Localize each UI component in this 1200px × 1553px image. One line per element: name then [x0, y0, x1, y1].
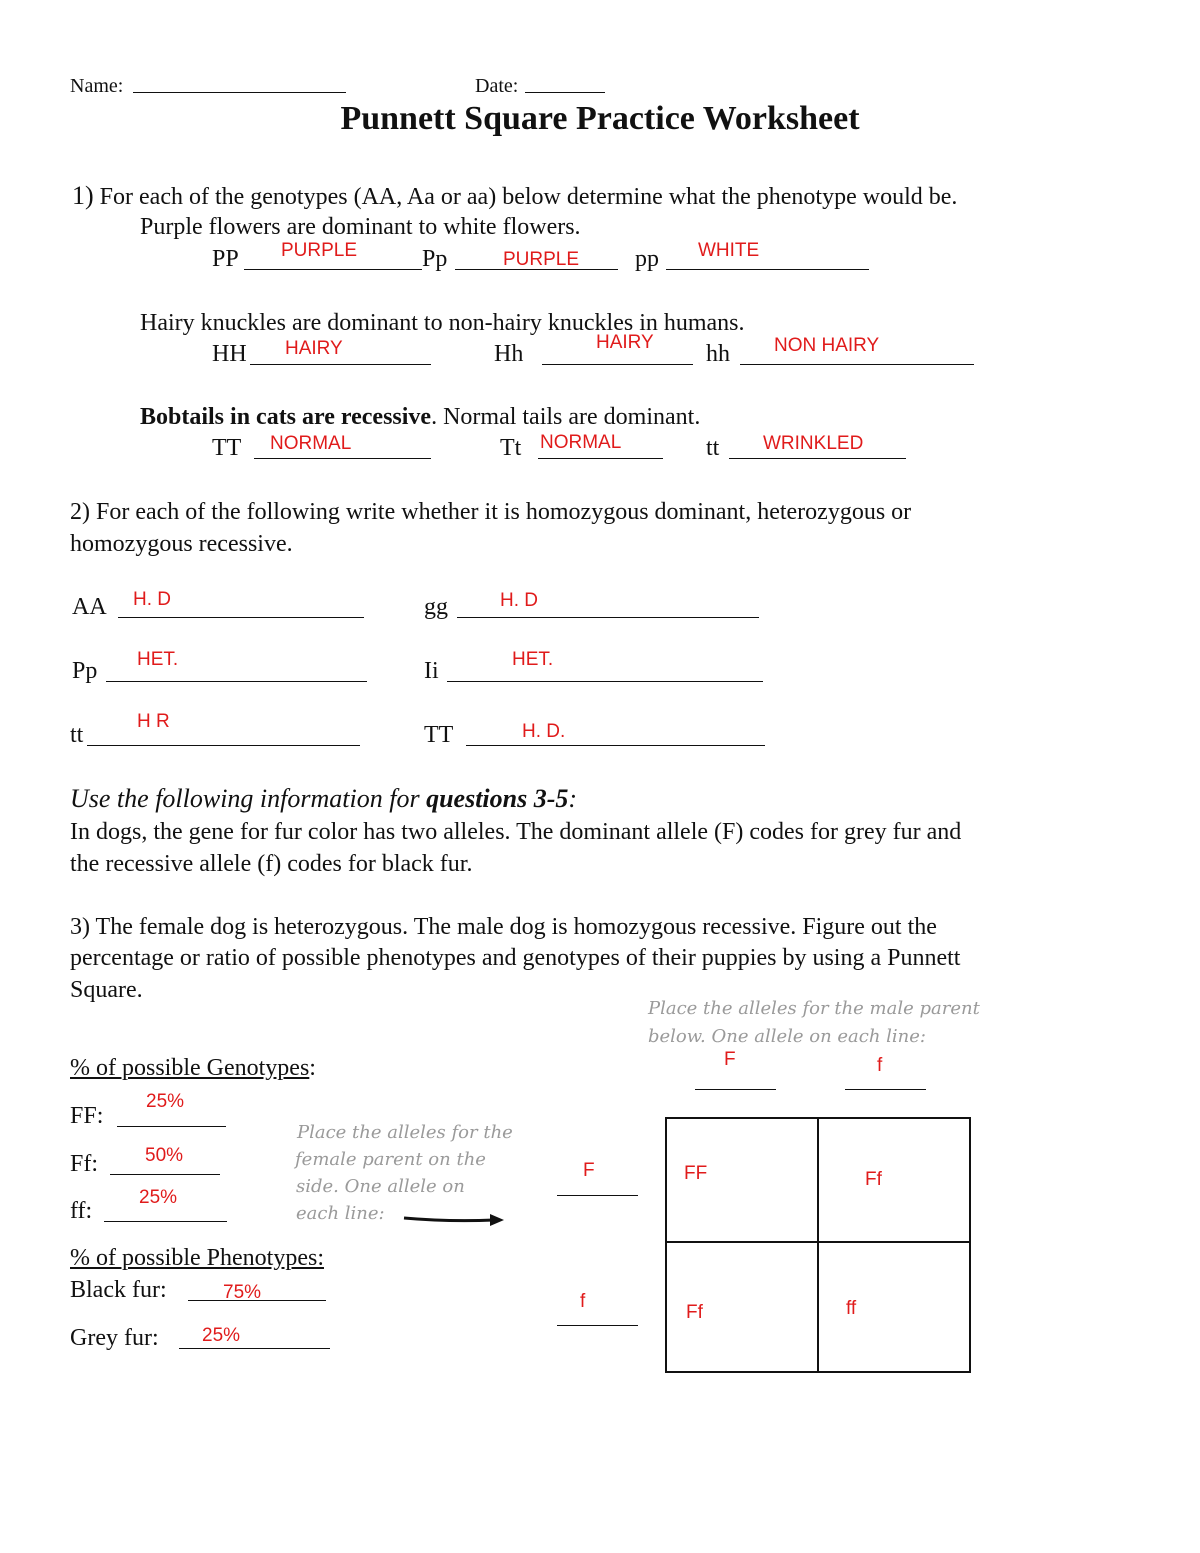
q2-gg-answer-line[interactable] — [457, 617, 759, 618]
tt-mixed-answer-line[interactable] — [538, 458, 663, 459]
ff-upper-answer-line[interactable] — [117, 1126, 226, 1127]
page-title: Punnett Square Practice Worksheet — [340, 100, 860, 137]
q2-pp-label: Pp — [72, 658, 98, 684]
hh-upper-answer: HAIRY — [285, 338, 343, 359]
q1-prompt — [72, 183, 957, 209]
tt-lower-answer: WRINKLED — [763, 433, 864, 454]
genotypes-heading-text: % of possible Genotypes — [70, 1055, 310, 1081]
arrow-right-icon — [400, 1210, 506, 1230]
hh-mixed-answer-line[interactable] — [542, 364, 693, 365]
tt-mixed-answer: NORMAL — [540, 432, 622, 453]
tails-statement-bold: Bobtails in cats are recessive — [140, 404, 432, 430]
tt-lower-label: tt — [706, 435, 720, 461]
female-allele-2: f — [580, 1291, 586, 1312]
q1-number: 1) — [72, 181, 94, 210]
q2-tt-lower-label: tt — [70, 722, 84, 748]
hh-mixed-answer: HAIRY — [596, 332, 654, 353]
info-heading — [70, 786, 577, 812]
pp-upper-label: PP — [212, 246, 239, 272]
info-line1: In dogs, the gene for fur color has two alleles. The dominant allele (F) codes for grey fur and — [70, 819, 962, 845]
female-hint-line2: female parent on the — [295, 1149, 486, 1170]
hh-lower-answer: NON HAIRY — [774, 335, 880, 356]
tt-upper-answer: NORMAL — [270, 433, 352, 454]
info-line2: the recessive allele (f) codes for black fur. — [70, 851, 473, 877]
hh-upper-label: HH — [212, 341, 247, 367]
genotypes-heading — [70, 1056, 316, 1080]
q2-ii-label: Ii — [424, 658, 439, 684]
male-allele-2: f — [877, 1055, 883, 1076]
male-hint-line2: below. One allele on each line: — [648, 1026, 926, 1047]
tails-statement — [140, 405, 700, 429]
q2-ii-answer-line[interactable] — [447, 681, 763, 682]
phenotypes-heading: % of possible Phenotypes: — [70, 1245, 324, 1271]
q2-ii-answer: HET. — [512, 649, 554, 670]
info-heading-end: : — [568, 784, 578, 813]
ff-lower-answer-line[interactable] — [104, 1221, 227, 1222]
q2-prompt-line1: 2) For each of the following write whether it is homozygous dominant, heterozygous or — [70, 499, 912, 525]
genotypes-heading-colon: : — [309, 1055, 316, 1081]
date-field[interactable] — [525, 92, 605, 93]
ff-mixed-answer-line[interactable] — [110, 1174, 220, 1175]
name-field[interactable] — [133, 92, 346, 93]
female-allele-1-line[interactable] — [557, 1195, 638, 1196]
punnett-divider-vertical — [817, 1117, 819, 1373]
pp-mixed-answer: PURPLE — [503, 249, 580, 270]
q3-line3: Square. — [70, 977, 143, 1003]
tt-lower-answer-line[interactable] — [729, 458, 906, 459]
grey-fur-answer-line[interactable] — [179, 1348, 330, 1349]
tt-mixed-label: Tt — [500, 435, 522, 461]
punnett-divider-horizontal — [665, 1241, 971, 1243]
q2-gg-label: gg — [424, 594, 448, 620]
q2-gg-answer: H. D — [500, 590, 538, 611]
punnett-cell-top-right[interactable]: Ff — [865, 1169, 882, 1190]
pp-lower-answer-line[interactable] — [666, 269, 869, 270]
q2-prompt-line2: homozygous recessive. — [70, 531, 293, 557]
info-heading-italic: Use the following information for — [70, 784, 427, 813]
female-hint-line1: Place the alleles for the — [297, 1122, 513, 1143]
grey-fur-label: Grey fur: — [70, 1325, 159, 1351]
male-hint-line1: Place the alleles for the male parent — [648, 998, 980, 1019]
knuckles-statement: Hairy knuckles are dominant to non-hairy knuckles in humans. — [140, 310, 745, 336]
pp-upper-answer: PURPLE — [281, 240, 358, 261]
q3-line2: percentage or ratio of possible phenotypes and genotypes of their puppies by using a Punnett — [70, 945, 961, 971]
ff-lower-label: ff: — [70, 1198, 93, 1224]
ff-mixed-label: Ff: — [70, 1151, 99, 1177]
punnett-cell-bottom-left[interactable]: Ff — [686, 1302, 703, 1323]
q2-aa-label: AA — [72, 594, 107, 620]
tt-upper-answer-line[interactable] — [254, 458, 431, 459]
ff-upper-answer: 25% — [146, 1091, 185, 1112]
hh-upper-answer-line[interactable] — [250, 364, 431, 365]
black-fur-answer: 75% — [223, 1282, 262, 1303]
q2-aa-answer-line[interactable] — [118, 617, 364, 618]
q2-tt-upper-label: TT — [424, 722, 454, 748]
pp-lower-label: pp — [635, 246, 659, 272]
hh-lower-answer-line[interactable] — [740, 364, 974, 365]
ff-mixed-answer: 50% — [145, 1145, 184, 1166]
q1-prompt-text: For each of the genotypes (AA, Aa or aa) below determine what the phenotype would be. — [99, 184, 958, 210]
q2-tt-lower-answer: H R — [137, 711, 170, 732]
q2-tt-lower-answer-line[interactable] — [87, 745, 360, 746]
female-hint-line4: each line: — [296, 1203, 385, 1224]
female-allele-2-line[interactable] — [557, 1325, 638, 1326]
male-allele-1: F — [724, 1049, 736, 1070]
tt-upper-label: TT — [212, 435, 242, 461]
hh-mixed-label: Hh — [494, 341, 524, 367]
grey-fur-answer: 25% — [202, 1325, 241, 1346]
pp-mixed-label: Pp — [422, 246, 448, 272]
hh-lower-label: hh — [706, 341, 730, 367]
female-hint-line3: side. One allele on — [296, 1176, 465, 1197]
black-fur-label: Black fur: — [70, 1277, 167, 1303]
pp-upper-answer-line[interactable] — [244, 269, 422, 270]
flowers-statement: Purple flowers are dominant to white flowers. — [140, 214, 581, 240]
q2-pp-answer-line[interactable] — [106, 681, 367, 682]
ff-lower-answer: 25% — [139, 1187, 178, 1208]
q2-pp-answer: HET. — [137, 649, 179, 670]
tails-statement-rest: . Normal tails are dominant. — [431, 404, 701, 430]
q3-line1: 3) The female dog is heterozygous. The male dog is homozygous recessive. Figure out the — [70, 914, 937, 940]
q2-aa-answer: H. D — [133, 589, 171, 610]
ff-upper-label: FF: — [70, 1103, 104, 1129]
date-label: Date: — [475, 75, 519, 97]
name-label: Name: — [70, 75, 124, 97]
pp-lower-answer: WHITE — [698, 240, 760, 261]
q2-tt-upper-answer-line[interactable] — [466, 745, 765, 746]
punnett-cell-top-left[interactable]: FF — [684, 1163, 708, 1184]
info-heading-bold: questions 3-5 — [426, 784, 569, 813]
male-allele-1-line[interactable] — [695, 1089, 776, 1090]
punnett-cell-bottom-right[interactable]: ff — [846, 1298, 857, 1319]
female-allele-1: F — [583, 1160, 595, 1181]
q2-tt-upper-answer: H. D. — [522, 721, 566, 742]
male-allele-2-line[interactable] — [845, 1089, 926, 1090]
